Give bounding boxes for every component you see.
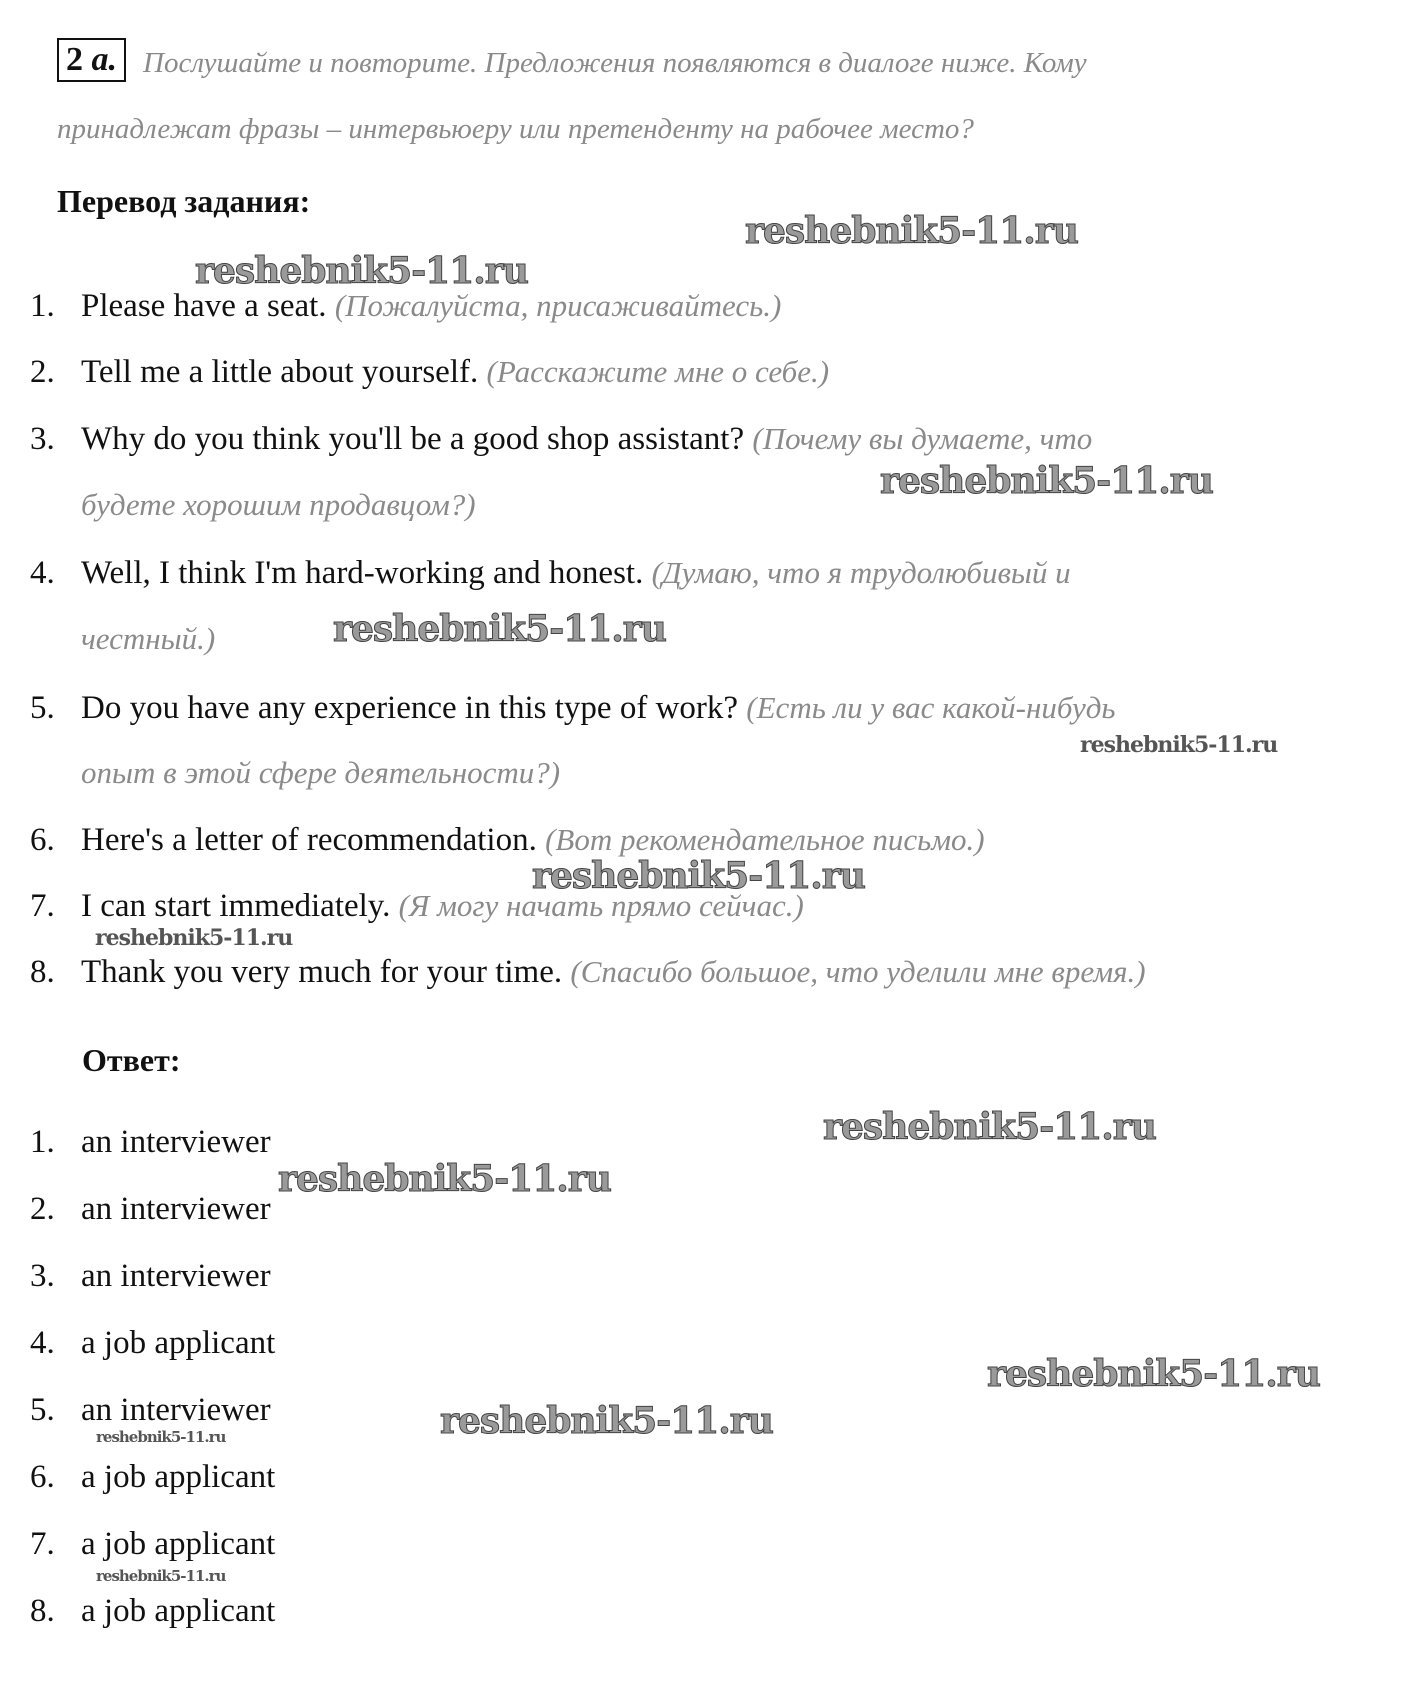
watermark: reshebnik5-11.ru [96, 1567, 226, 1585]
item-number: 8. [30, 1593, 55, 1629]
item-number: 7. [30, 888, 55, 924]
watermark: reshebnik5-11.ru [96, 1428, 226, 1446]
item-number: 5. [30, 690, 55, 726]
answer-text: a job applicant [81, 1526, 276, 1562]
item-number: 2. [30, 1191, 55, 1227]
item-number: 2. [30, 354, 55, 390]
english-phrase: Please have a seat. [81, 288, 327, 324]
answer-text: a job applicant [81, 1459, 276, 1495]
task-instruction-line2: принадлежат фразы – интервьюеру или претенденту на рабочее место? [57, 113, 974, 145]
item-body [81, 352, 829, 392]
watermark: reshebnik5-11.ru [532, 855, 865, 897]
answer-text: an interviewer [81, 1124, 271, 1160]
item-number: 7. [30, 1526, 55, 1562]
russian-translation-continuation: опыт в этой сфере деятельности?) [81, 755, 561, 790]
english-phrase: Well, I think I'm hard-working and honest. [81, 555, 644, 591]
item-number: 3. [30, 421, 55, 457]
watermark: reshebnik5-11.ru [880, 460, 1213, 502]
russian-translation-continuation: будете хорошим продавцом?) [81, 487, 476, 522]
russian-translation: (Вот рекомендательное письмо.) [545, 822, 985, 857]
item-body [81, 419, 1092, 459]
task-instruction-line1: Послушайте и повторите. Предложения появляются в диалоге ниже. Кому [143, 47, 1087, 79]
task-number-badge [57, 38, 126, 82]
english-phrase: Why do you think you'll be a good shop assistant? [81, 421, 745, 457]
russian-translation: (Думаю, что я трудолюбивый и [651, 555, 1071, 590]
item-body [81, 553, 1071, 593]
item-body [81, 952, 1146, 992]
item-number: 1. [30, 288, 55, 324]
english-phrase: Thank you very much for your time. [81, 954, 563, 990]
russian-translation: (Расскажите мне о себе.) [486, 354, 830, 389]
task-number: 2 [66, 41, 83, 78]
watermark: reshebnik5-11.ru [278, 1158, 611, 1200]
item-number: 6. [30, 1459, 55, 1495]
watermark: reshebnik5-11.ru [1080, 732, 1278, 758]
russian-translation: (Я могу начать прямо сейчас.) [398, 888, 804, 923]
answer-text: an interviewer [81, 1392, 271, 1428]
item-number: 6. [30, 822, 55, 858]
answer-heading: Ответ: [82, 1042, 181, 1078]
english-phrase: Do you have any experience in this type of work? [81, 690, 739, 726]
item-body [81, 286, 781, 326]
english-phrase: I can start immediately. [81, 888, 391, 924]
item-number: 1. [30, 1124, 55, 1160]
russian-translation: (Пожалуйста, присаживайтесь.) [334, 288, 782, 323]
russian-translation: (Почему вы думаете, что [752, 421, 1093, 456]
answer-text: a job applicant [81, 1593, 276, 1629]
item-body [81, 688, 1115, 728]
watermark: reshebnik5-11.ru [95, 925, 293, 951]
translation-heading: Перевод задания: [57, 183, 311, 219]
watermark: reshebnik5-11.ru [745, 210, 1078, 252]
english-phrase: Tell me a little about yourself. [81, 354, 479, 390]
watermark: reshebnik5-11.ru [195, 250, 528, 292]
watermark: reshebnik5-11.ru [333, 608, 666, 650]
item-number: 5. [30, 1392, 55, 1428]
item-number: 4. [30, 1325, 55, 1361]
item-number: 3. [30, 1258, 55, 1294]
russian-translation: (Спасибо большое, что уделили мне время.) [570, 954, 1146, 989]
answer-text: an interviewer [81, 1191, 271, 1227]
item-body [81, 820, 985, 860]
answer-text: an interviewer [81, 1258, 271, 1294]
watermark: reshebnik5-11.ru [440, 1400, 773, 1442]
russian-translation: (Есть ли у вас какой-нибудь [746, 690, 1116, 725]
task-letter: a. [91, 41, 117, 78]
item-number: 4. [30, 555, 55, 591]
watermark: reshebnik5-11.ru [823, 1106, 1156, 1148]
russian-translation-continuation: честный.) [81, 621, 216, 656]
answer-text: a job applicant [81, 1325, 276, 1361]
item-number: 8. [30, 954, 55, 990]
watermark: reshebnik5-11.ru [987, 1353, 1320, 1395]
english-phrase: Here's a letter of recommendation. [81, 822, 537, 858]
